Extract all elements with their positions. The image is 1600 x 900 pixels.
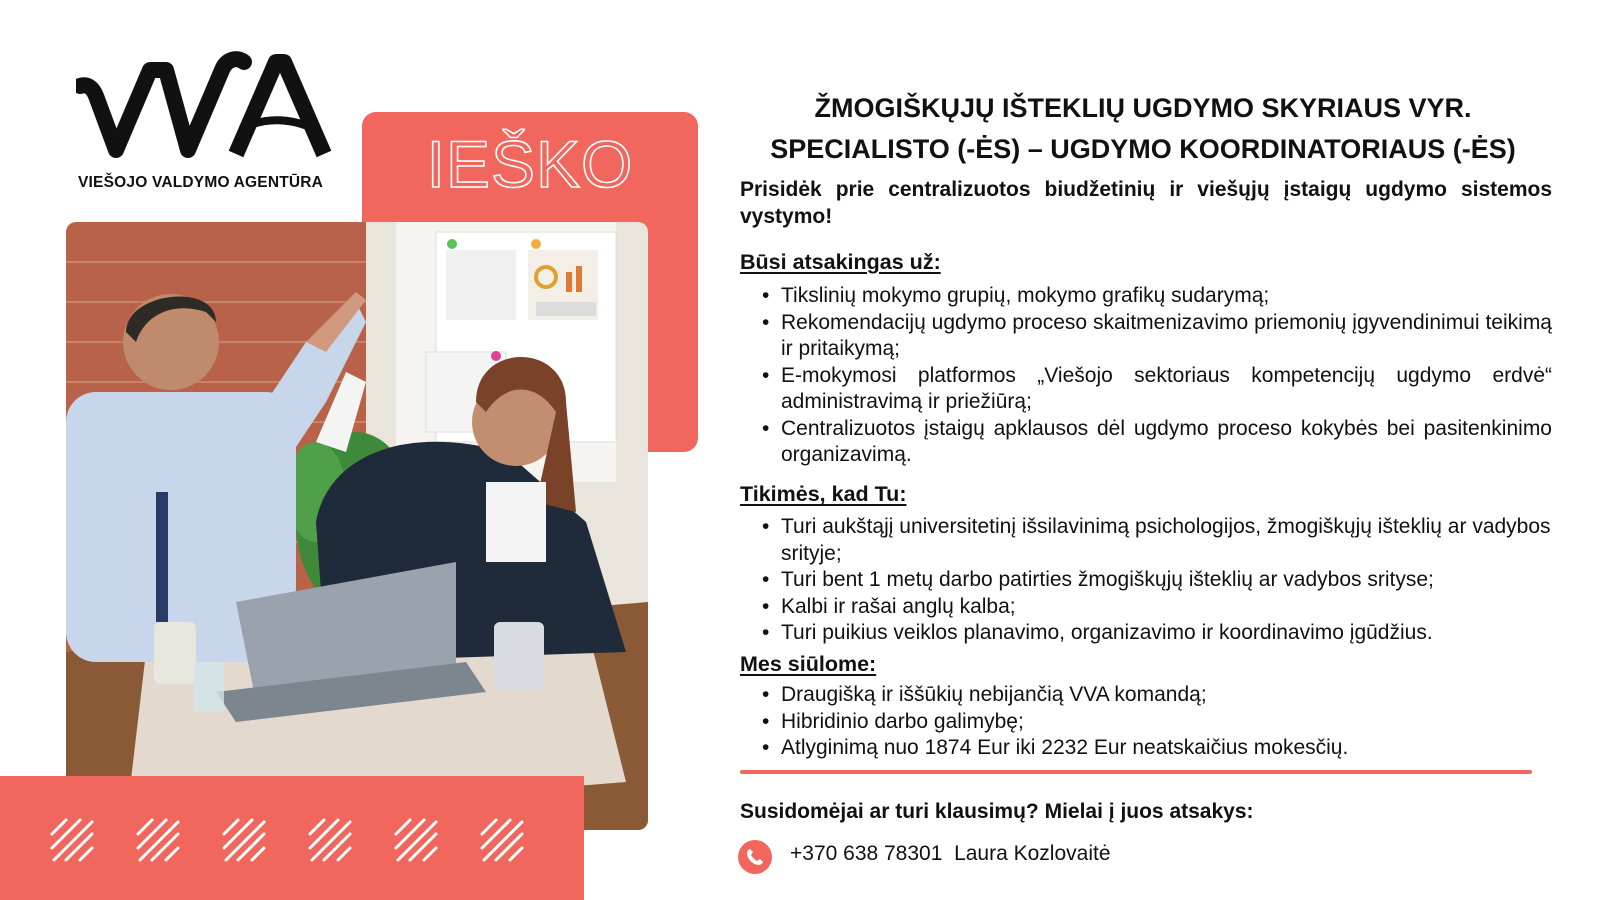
contact-person: Laura Kozlovaitė <box>954 842 1111 865</box>
offer-heading: Mes siūlome: <box>740 652 877 676</box>
list-item: • Draugišką ir iššūkių nebijančią VVA komandą; <box>740 682 1552 709</box>
phone-icon <box>738 840 772 874</box>
list-item: • E-mokymosi platformos „Viešojo sektoriaus kompetencijų ugdymo erdvė“ administravimą ir priežiūrą; <box>740 363 1552 416</box>
expectations-heading: Tikimės, kad Tu: <box>740 482 907 506</box>
job-intro: Prisidėk prie centralizuotos biudžetinių ir viešųjų įstaigų ugdymo sistemos vystymo! <box>740 178 1552 228</box>
team-high-five-photo <box>66 222 648 830</box>
hatch-pattern-icon <box>394 818 438 862</box>
vva-logo-mark <box>76 46 336 166</box>
hatch-pattern-icon <box>308 818 352 862</box>
hatch-pattern-icon <box>480 818 524 862</box>
hatch-pattern-icon <box>136 818 180 862</box>
list-item: • Kalbi ir rašai anglų kalba; <box>740 594 1552 621</box>
list-item: • Turi bent 1 metų darbo patirties žmogiškųjų išteklių ar vadybos srityse; <box>740 567 1552 594</box>
contact-phone[interactable]: +370 638 78301 <box>790 842 943 865</box>
job-title: ŽMOGIŠKŲJŲ IŠTEKLIŲ UGDYMO SKYRIAUS VYR. SPECIALISTO (-ĖS) – UGDYMO KOORDINATORIAUS (-ĖS) <box>770 93 1516 164</box>
contact-question: Susidomėjai ar turi klausimų? Mielai į juos atsakys: <box>740 800 1254 823</box>
list-item: • Atlyginimą nuo 1874 Eur iki 2232 Eur neatskaičius mokesčių. <box>740 735 1552 762</box>
offer-list <box>740 682 1552 762</box>
list-item: • Turi puikius veiklos planavimo, organizavimo ir koordinavimo įgūdžius. <box>740 620 1552 647</box>
list-item: • Rekomendacijų ugdymo proceso skaitmenizavimo priemonių įgyvendinimui teikimą ir pritaikymą; <box>740 310 1552 363</box>
divider <box>740 770 1532 774</box>
expectations-list <box>740 514 1552 647</box>
responsibilities-heading: Būsi atsakingas už: <box>740 250 941 274</box>
responsibilities-list <box>740 283 1552 469</box>
hatch-pattern-icon <box>50 818 94 862</box>
logo-text: VIEŠOJO VALDYMO AGENTŪRA <box>78 174 324 191</box>
list-item: • Turi aukštąjį universitetinį išsilavinimą psichologijos, žmogiškųjų išteklių ar vadybos srityje; <box>740 514 1552 567</box>
contact-line <box>790 842 1111 866</box>
logo <box>76 46 336 196</box>
list-item: • Centralizuotos įstaigų apklausos dėl ugdymo proceso kokybės bei pasitenkinimo organizavimą. <box>740 416 1552 469</box>
list-item: • Hibridinio darbo galimybę; <box>740 709 1552 736</box>
hatch-pattern-icon <box>222 818 266 862</box>
list-item: • Tikslinių mokymo grupių, mokymo grafikų sudarymą; <box>740 283 1552 310</box>
seeking-label: IEŠKO <box>426 127 634 201</box>
